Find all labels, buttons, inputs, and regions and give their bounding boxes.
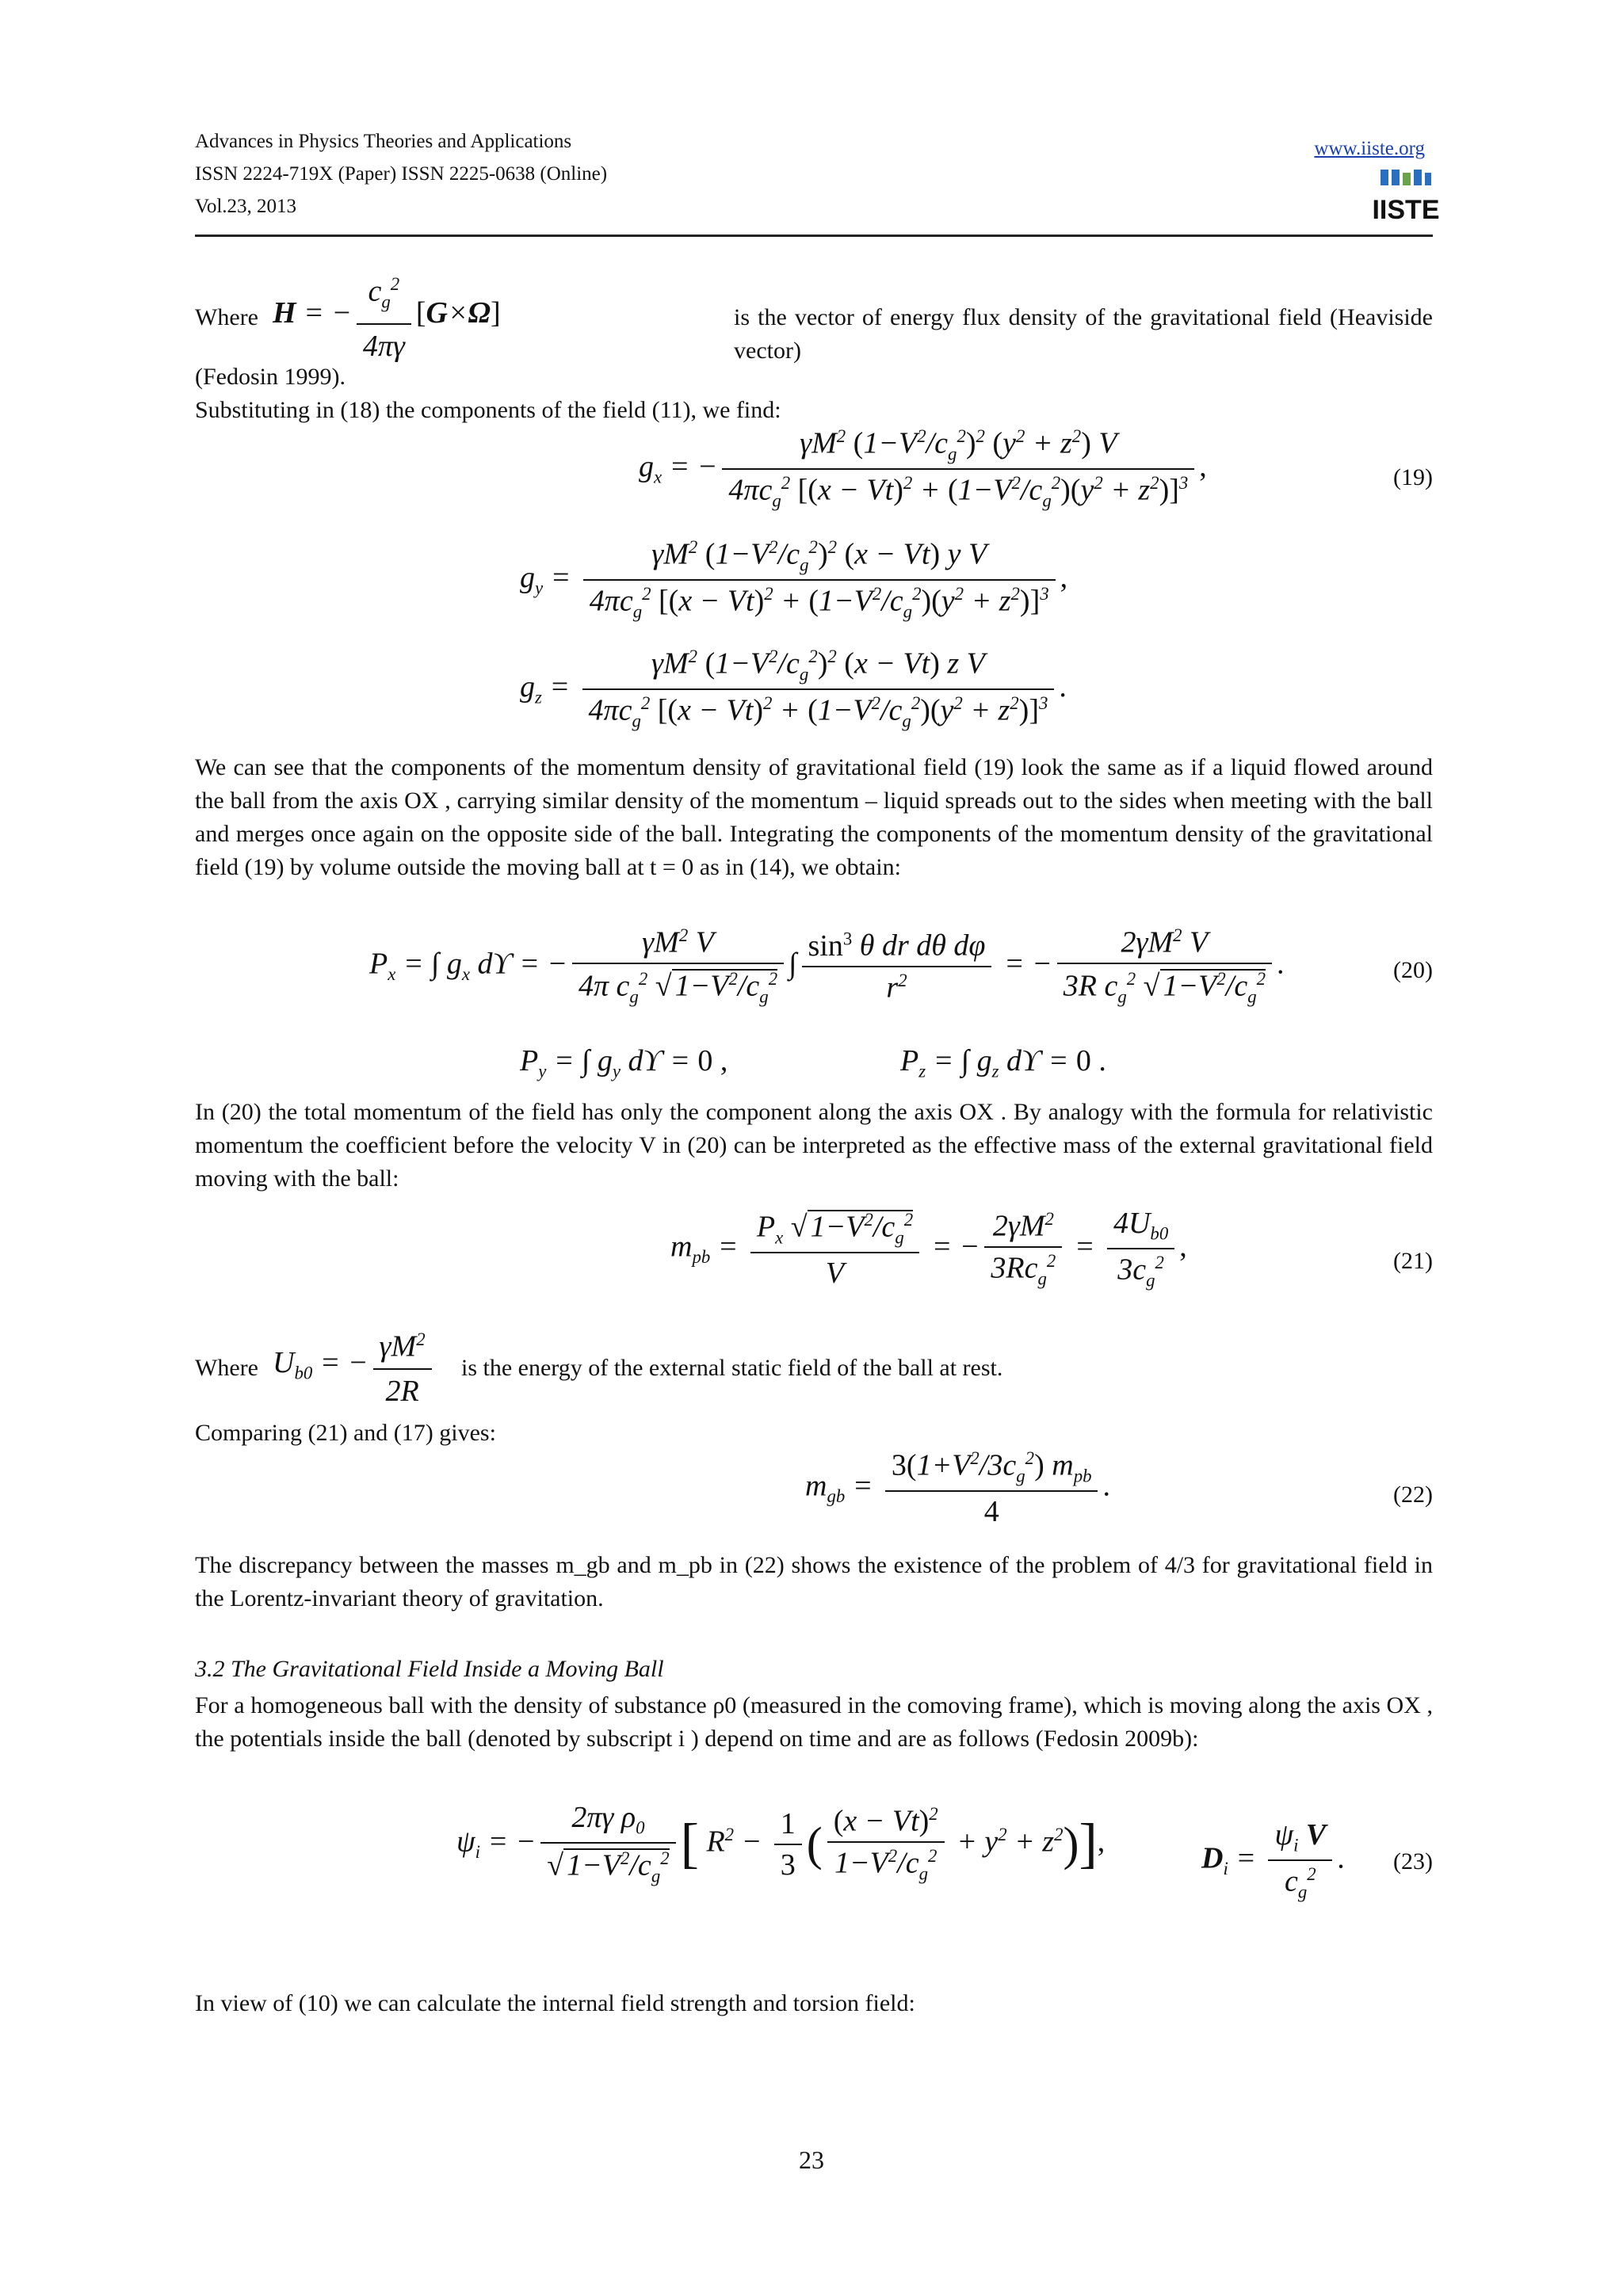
eq20-number: (20) — [1393, 957, 1433, 983]
page-number: 23 — [799, 2145, 824, 2174]
header-rule — [195, 235, 1433, 237]
volume-line: Vol.23, 2013 — [195, 196, 297, 217]
eq20-py: $P_y$ = ∫ $g_y$ dϒ = 0 , — [520, 1044, 728, 1081]
ub0-formula: $U_{b0}$ = − $\frac{\gamma M^2}{2R}$ — [273, 1323, 437, 1408]
where-u-text: is the energy of the external static field of the ball at rest. — [461, 1355, 1003, 1381]
eq21-number: (21) — [1393, 1248, 1433, 1274]
comparing-paragraph: Comparing (21) and (17) gives: — [195, 1420, 496, 1446]
eq22-mgb: $m_{gb}$ = $\frac{3(1+V^2/3c_g^2) m_{pb}}{4}$ . — [805, 1448, 1110, 1529]
eq19-number: (19) — [1393, 464, 1433, 490]
eq21-mpb: $m_{pb}$ = $\frac{P_x √ 1-V^2/c_g^2}{V}$ = − $\frac{2\gamma M^2}{3Rc_g^2}$ = $\frac{4U_{b0}}{3c_g^2}$ , — [670, 1207, 1187, 1291]
homogeneous-paragraph: For a homogeneous ball with the density of substance ρ0 (measured in the comoving frame), which is moving along the axis OX , the potentials inside the ball (denoted by subscript i ) depend on time and are as follows (Fedosin 2009b): — [195, 1692, 1433, 1752]
where-h-label: Where — [195, 304, 258, 330]
equation-22 — [195, 1450, 1433, 1553]
equation-20 — [195, 927, 1433, 1109]
heaviside-vector-formula: H = − $\frac{c_g^2}{4\pi\gamma}$ [G×Ω] — [273, 268, 501, 363]
where-u-line — [195, 1323, 1433, 1410]
svg-text:IISTE: IISTE — [1372, 195, 1440, 225]
equation-23 — [195, 1802, 1433, 1929]
where-u-label: Where — [195, 1355, 258, 1381]
in-20-paragraph: In (20) the total momentum of the field has only the component along the axis OX . By analogy with the formula for relativistic momentum the coefficient before the velocity V in (20) can be interpreted as the effective mass of the external gravitational field moving with the ball: — [195, 1099, 1433, 1192]
substituting-paragraph: Substituting in (18) the components of the field (11), we find: — [195, 397, 781, 423]
where-h-text: is the vector of energy flux density of the gravitational field (Heaviside vector) — [734, 304, 1433, 364]
eq22-number: (22) — [1393, 1482, 1433, 1508]
eq19-gx: $g_x$ = − $\frac{\gamma M^2 (1-V^2/c_g^2)^2 (y^2 + z^2) V}{4\pi c_g^2 [(x - Vt)^2 + (1-V^2/c_g^2)(y^2 + z^2)]^3}$ , — [639, 426, 1207, 511]
we-can-see-paragraph: We can see that the components of the momentum density of gravitational field (19) look the same as if a liquid flowed around the ball from the axis OX , carrying similar density of the momentum – liquid spreads out to the sides when meeting with the ball and merges once again on the opposite side of the ball. Integrating the components of the momentum density of the gravitational field (19) by volume outside the moving ball at t = 0 as in (14), we obtain: — [195, 754, 1433, 880]
website-link[interactable]: www.iiste.org — [1314, 138, 1425, 159]
eq23-number: (23) — [1393, 1848, 1433, 1875]
journal-title: Advances in Physics Theories and Applications — [195, 131, 572, 152]
eq20-px: $P_x$ = ∫ $g_x$ dϒ = − $\frac{\gamma M^2 V}{4\pi c_g^2 √ 1-V^2/c_g^2}$ ∫ $\frac{\sin^3 \theta dr d\theta d\varphi}{r^2}$ = − $\frac{2\gamma M^2 V}{3R c_g^2 √ 1-V^2/c_g^2}$ . — [369, 925, 1285, 1006]
eq19-gz: $g_z$ = $\frac{\gamma M^2 (1-V^2/c_g^2)^2 (x - Vt) z V}{4\pi c_g^2 [(x - Vt)^2 + (1-V^2/c_g^2)(y^2 + z^2)]^3}$ . — [520, 646, 1067, 731]
in-view-paragraph: In view of (10) we can calculate the internal field strength and torsion field: — [195, 1990, 915, 2016]
eq19-gy: $g_y$ = $\frac{\gamma M^2 (1-V^2/c_g^2)^2 (x - Vt) y V}{4\pi c_g^2 [(x - Vt)^2 + (1-V^2/c_g^2)(y^2 + z^2)]^3}$ , — [520, 537, 1068, 622]
discrepancy-paragraph: The discrepancy between the masses m_gb and m_pb in (22) shows the existence of the problem of 4/3 for gravitational field in the Lorentz-invariant theory of gravitation. — [195, 1552, 1433, 1611]
eq23-psi: $\psi_i$ = − $\frac{2\pi\gamma \rho_0}{√ 1-V^2/c_g^2}$ [ $R^2$ − $\frac{1}{3}$ ( $\frac{(x - Vt)^2}{1-V^2/c_g^2}$ + $y^2 + z^2$)], — [456, 1801, 1106, 1886]
section-heading: 3.2 The Gravitational Field Inside a Moving Ball — [195, 1656, 664, 1682]
fedosin-1999: (Fedosin 1999). — [195, 364, 346, 390]
issn-line: ISSN 2224-719X (Paper) ISSN 2225-0638 (Online) — [195, 163, 608, 185]
eq23-d: $D_i$ = $\frac{\psi_i V}{c_g^2}$ . — [1201, 1818, 1345, 1902]
equation-21 — [195, 1208, 1433, 1327]
where-h-line — [195, 274, 1433, 364]
eq20-pz: $P_z$ = ∫ $g_z$ dϒ = 0 . — [900, 1044, 1106, 1081]
equation-19 — [195, 428, 1433, 761]
iiste-logo-icon — [1372, 166, 1440, 227]
